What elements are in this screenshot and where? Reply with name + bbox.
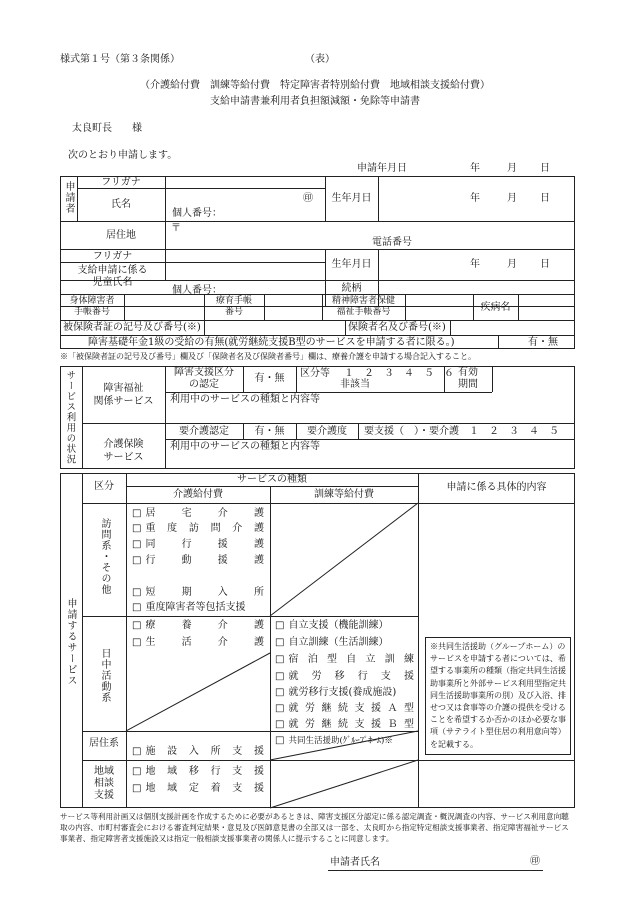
service-option[interactable] (275, 718, 414, 732)
checkbox-icon[interactable]: □ (275, 687, 285, 698)
applicant-birth-year: 年 (470, 193, 480, 204)
service-option[interactable] (275, 670, 414, 684)
service-option-label: 就 労 継 続 支 援 Ｂ 型 (288, 719, 414, 730)
signature-underline (328, 870, 543, 871)
applicant-seal: ㊞ (303, 193, 313, 204)
applicant-furigana-label: フリガナ (101, 177, 141, 188)
service-option[interactable] (275, 734, 414, 748)
disease-label: 疾病名 (480, 302, 511, 313)
applicant-group-label: 申請者 (63, 181, 74, 214)
physical-cert-label-1: 身体障害者 (69, 296, 115, 306)
service-type-header: サービスの種類 (237, 474, 307, 485)
child-name-label-1: 支給申請に係る (77, 265, 148, 276)
checkbox-icon[interactable]: □ (275, 703, 285, 714)
welfare-service-label-1: 障害福祉 (103, 383, 144, 394)
checkbox-icon[interactable]: □ (132, 587, 142, 598)
checkbox-icon[interactable]: □ (132, 508, 142, 519)
care-benefit-header: 介護給付費 (173, 489, 223, 500)
form-title-line2: 支給申請書兼利用者負担額減額・免除等申請書 (210, 96, 420, 107)
checkbox-icon[interactable]: □ (275, 735, 285, 746)
mental-cert-label-2: 福祉手帳番号 (336, 307, 391, 317)
service-option-label: 居 宅 介 護 (145, 508, 264, 519)
service-option-label: 生 活 介 護 (145, 637, 264, 648)
checkbox-icon[interactable]: □ (275, 637, 285, 648)
checkbox-icon[interactable]: □ (132, 766, 142, 777)
day-class-label: 日中活動系 (99, 648, 110, 703)
checkbox-icon[interactable]: □ (132, 783, 142, 794)
service-option[interactable] (275, 636, 414, 650)
service-option[interactable] (275, 702, 414, 716)
service-option-label: 短 期 入 所 (145, 587, 264, 598)
date-label: 申請年月日 (357, 163, 407, 174)
service-option-label: 地 域 移 行 支 援 (145, 766, 264, 777)
form-title-line1: （介護給付費 訓練等給付費 特定障害者特別給付費 地域相談支援給付費） (140, 80, 490, 91)
care-cert-label: 要介護認定 (179, 426, 229, 437)
form-side: （表） (305, 54, 335, 65)
valid-period-label-2: 期間 (458, 379, 478, 390)
pension-label: 障害基礎年金1級の受給の有無(就労継続支援B型のサービスを申請する者に限る。) (88, 337, 455, 348)
service-option[interactable] (132, 745, 264, 759)
service-option[interactable] (132, 636, 264, 650)
service-option-label: 就 労 継 続 支 援 Ａ 型 (288, 703, 414, 714)
applicant-birth-month: 月 (507, 193, 517, 204)
rehab-cert-label-1: 療育手帳 (215, 296, 252, 306)
insured-note: ※「被保険者証の記号及び番号」欄及び「保険者名及び保険者番号」欄は、療養介護を申請する場合記入すること。 (60, 352, 476, 361)
service-option-label: 自立訓練（生活訓練） (288, 637, 389, 648)
date-day: 日 (540, 163, 550, 174)
service-option-label: 行 動 援 護 (145, 555, 264, 566)
addressee: 太良町長 様 (72, 123, 142, 134)
insurer-label: 保険者名及び番号(※) (348, 322, 446, 333)
consent-text: サービス等利用計画又は個別支援計画を作成するために必要があるときは、障害支援区分認定に係る認定調査・概況調査の内容、サービス利用意向聴取の内容、市町村審査会における審査判定結果・意見及び医師意見書の全部又は一部を、太良町から指定特定相談支援事業者、指定障害福祉サービス事業者、指定障害者支援施設又は指定一般相談支援事業者の関係人に提示することに同意します。 (60, 812, 569, 843)
checkbox-icon[interactable]: □ (132, 539, 142, 550)
service-option-label: 施 設 入 所 支 援 (145, 746, 264, 757)
service-option-label: 自立支援（機能訓練） (288, 620, 389, 631)
care-level-options[interactable]: 要支援（ ）・要介護 １ ２ ３ ４ ５ (364, 426, 559, 437)
checkbox-icon[interactable]: □ (275, 671, 285, 682)
applicant-number-label: 個人番号： (172, 208, 222, 219)
date-year: 年 (470, 163, 480, 174)
service-option[interactable] (275, 686, 414, 700)
care-current-services-label: 利用中のサービスの種類と内容等 (170, 441, 320, 452)
service-option-label: 宿 泊 型 自 立 訓 練 (288, 654, 414, 665)
service-option-label: 重 度 訪 問 介 護 (145, 523, 264, 534)
child-birth-month: 月 (507, 259, 517, 270)
postal-mark: 〒 (171, 223, 181, 234)
service-option-label: 療 養 介 護 (145, 620, 264, 631)
service-option[interactable] (275, 653, 414, 667)
care-cert-yes-no[interactable]: 有・無 (254, 426, 285, 437)
valid-period-label-1: 有効 (458, 367, 478, 378)
welfare-service-label-2: 関係サービス (93, 396, 154, 407)
checkbox-icon[interactable]: □ (275, 654, 285, 665)
category-not-applicable[interactable]: 非該当 (340, 379, 370, 390)
checkbox-icon[interactable]: □ (275, 620, 285, 631)
care-service-label-1: 介護保険 (103, 439, 144, 450)
applicant-name-label: 氏名 (111, 199, 131, 210)
support-cert-yes-no[interactable]: 有・無 (254, 373, 285, 384)
physical-cert-label-2: 手帳番号 (73, 307, 110, 317)
child-relation-label: 続柄 (341, 283, 362, 294)
service-option-label: 重度障害者等包括支援 (145, 602, 246, 613)
applicant-birth-day: 日 (540, 193, 550, 204)
group-home-note: ※共同生活援助（グループホーム）のサービスを申請する者については、希望する事業所の種類（指定共同生活援助事業所と外部サービス利用型指定共同生活援助事業所の別）及び入浴、排せつ又は食事等の介護の提供を受けることを希望するか否かのほか必要な事項（サテライト型住居の利用意向等）を記載する。 (430, 642, 566, 749)
child-furigana-label: フリガナ (92, 251, 133, 262)
service-option[interactable] (132, 619, 264, 633)
category-grades[interactable]: １ ２ ３ ４ ５ ６ (344, 368, 454, 379)
service-option[interactable] (132, 507, 264, 521)
service-option[interactable] (132, 554, 264, 568)
phone-label: 電話番号 (372, 237, 412, 248)
service-option[interactable] (132, 522, 264, 536)
applicant-birth-label: 生年月日 (331, 193, 372, 204)
requested-services-group-label: 申請するサービス (65, 598, 76, 686)
service-option-label: 地 域 定 着 支 援 (145, 783, 264, 794)
applicant-address-label: 居住地 (106, 230, 136, 241)
intro-text: 次のとおり申請します。 (68, 150, 178, 161)
service-option[interactable] (132, 601, 264, 615)
visit-class-label: 訪問系・その他 (99, 518, 110, 595)
care-service-label-2: サービス (103, 452, 144, 463)
usage-group-label: サービス利用の状況 (64, 370, 76, 465)
support-cert-label-2: の認定 (189, 379, 219, 390)
signature-seal: ㊞ (530, 856, 540, 867)
care-level-label: 要介護度 (307, 426, 347, 437)
service-option-label: 共同生活援助(ｸﾞﾙｰﾌﾟﾎｰﾑ)※ (288, 735, 393, 746)
checkbox-icon[interactable]: □ (132, 746, 142, 757)
residence-class-label: 居住系 (89, 738, 119, 749)
checkbox-icon[interactable]: □ (132, 523, 142, 534)
service-option[interactable] (132, 765, 264, 779)
rehab-cert-label-2: 番号 (224, 307, 243, 317)
child-name-label-2: 児童氏名 (92, 277, 133, 288)
category-label: 区分等 (300, 368, 330, 379)
service-option[interactable] (132, 538, 264, 552)
checkbox-icon[interactable]: □ (132, 555, 142, 566)
regional-class-label: 地域相談支援 (94, 766, 114, 801)
class-header: 区分 (94, 481, 114, 492)
child-birth-year: 年 (470, 259, 480, 270)
date-month: 月 (507, 163, 517, 174)
child-number-label: 個人番号： (172, 285, 222, 296)
child-birth-day: 日 (540, 259, 550, 270)
form-number: 様式第１号（第３条関係） (60, 54, 180, 65)
service-option[interactable] (132, 586, 264, 600)
service-option-label: 就 労 移 行 支 援 (288, 671, 414, 682)
support-cert-label-1: 障害支援区分 (174, 367, 234, 378)
training-benefit-header: 訓練等給付費 (314, 489, 374, 500)
detail-header: 申請に係る具体的内容 (446, 482, 547, 493)
service-option[interactable] (275, 619, 414, 633)
checkbox-icon[interactable]: □ (132, 602, 142, 613)
checkbox-icon[interactable]: □ (275, 719, 285, 730)
insured-number-label: 被保険者証の記号及び番号(※) (63, 322, 201, 333)
checkbox-icon[interactable]: □ (132, 637, 142, 648)
signature-label: 申請者氏名 (330, 857, 380, 868)
checkbox-icon[interactable]: □ (132, 620, 142, 631)
child-birth-label: 生年月日 (331, 259, 372, 270)
service-option[interactable] (132, 782, 264, 796)
service-option-label: 同 行 援 護 (145, 539, 264, 550)
welfare-current-services-label: 利用中のサービスの種類と内容等 (170, 394, 320, 405)
service-option-label: 就労移行支援(養成施設) (288, 687, 397, 698)
pension-yes-no[interactable]: 有・無 (528, 337, 558, 348)
mental-cert-label-1: 精神障害者保健 (331, 296, 395, 306)
